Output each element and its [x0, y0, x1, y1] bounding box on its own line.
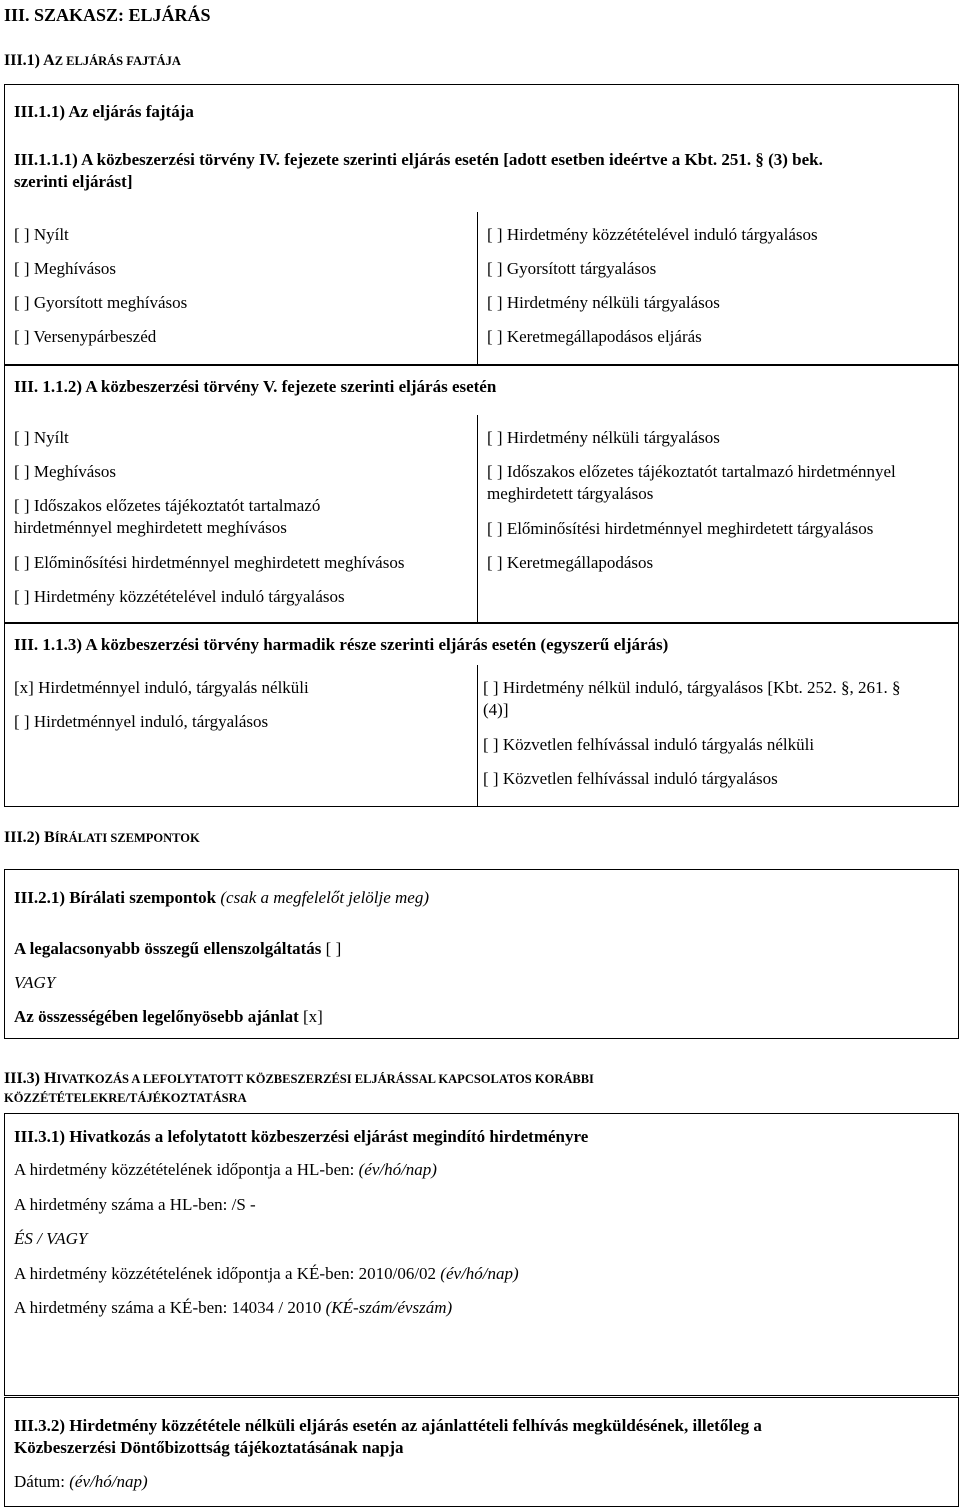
procedure-type-box [4, 84, 959, 807]
section-title: III. SZAKASZ: ELJÁRÁS [4, 5, 211, 25]
option-h-hirdetmennyel-nelkuli[interactable]: [x] Hirdetménnyel induló, tárgyalás nélküli [14, 678, 309, 697]
option-v-hirdetmeny-targyalasos[interactable]: [ ] Hirdetmény közzétételével induló tárgyalásos [14, 587, 345, 606]
reference-box [4, 1113, 959, 1396]
option-v-idoszakos-meghivasos-l2: hirdetménnyel meghirdetett meghívásos [14, 518, 287, 537]
option-h-kozvetlen-targyalasos[interactable]: [ ] Közvetlen felhívással induló tárgyalásos [483, 769, 778, 788]
option-keretmegallapodasos-eljaras[interactable]: [ ] Keretmegállapodásos eljárás [487, 327, 702, 346]
subsection-3-1-1-2: III. 1.1.2) A közbeszerzési törvény V. fejezete szerinti eljárás esetén [14, 377, 497, 396]
column-divider-3 [477, 665, 478, 807]
option-v-meghivasos[interactable]: [ ] Meghívásos [14, 462, 116, 481]
column-divider-2 [477, 415, 478, 622]
option-gyorsitott-targyalasos[interactable]: [ ] Gyorsított tárgyalásos [487, 259, 657, 278]
option-gyorsitott-meghivasos[interactable]: [ ] Gyorsított meghívásos [14, 293, 188, 312]
option-hirdetmeny-targyalasos[interactable]: [ ] Hirdetmény közzétételével induló tárgyalásos [487, 225, 818, 244]
divider-line-1 [4, 364, 959, 366]
datum-field: Dátum: (év/hó/nap) [14, 1472, 148, 1491]
option-nyilt[interactable]: [ ] Nyílt [14, 225, 69, 244]
section-3-3-heading-line1: III.3) HIVATKOZÁS A LEFOLYTATOTT KÖZBESZERZÉSI ELJÁRÁSSAL KAPCSOLATOS KORÁBBI [4, 1070, 594, 1087]
divider-line-2 [4, 622, 959, 624]
option-h-kozvetlen-nelkuli[interactable]: [ ] Közvetlen felhívással induló tárgyalás nélküli [483, 735, 815, 754]
hl-date-field: A hirdetmény közzétételének időpontja a HL-ben: (év/hó/nap) [14, 1160, 437, 1179]
option-h-hirdetmeny-nelkul-l2: (4)] [483, 700, 509, 719]
section-3-2-heading: III.2) BÍRÁLATI SZEMPONTOK [4, 829, 200, 846]
option-v-hirdetmeny-nelkuli[interactable]: [ ] Hirdetmény nélküli tárgyalásos [487, 428, 720, 447]
subsection-3-1-1-3: III. 1.1.3) A közbeszerzési törvény harmadik része szerinti eljárás esetén (egyszerű eljárás) [14, 635, 669, 654]
criterion-lowest-price[interactable]: A legalacsonyabb összegű ellenszolgáltatás [ ] [14, 939, 342, 958]
subsection-3-2-1: III.2.1) Bírálati szempontok (csak a megfelelőt jelölje meg) [14, 888, 430, 907]
section-3-1-heading: III.1) AZ ELJÁRÁS FAJTÁJA [4, 52, 181, 69]
option-hirdetmeny-nelkuli[interactable]: [ ] Hirdetmény nélküli tárgyalásos [487, 293, 720, 312]
subsection-3-1-1-1-line2: szerinti eljárást] [14, 172, 133, 191]
ke-date-field: A hirdetmény közzétételének időpontja a KÉ-ben: 2010/06/02 (év/hó/nap) [14, 1264, 519, 1283]
option-v-elominositesi-meghivasos[interactable]: [ ] Előminősítési hirdetménnyel meghirdetett meghívásos [14, 553, 405, 572]
subsection-3-1-1-1-line1: III.1.1.1) A közbeszerzési törvény IV. fejezete szerinti eljárás esetén [adott esetben ideértve a Kbt. 251. § (3) bek. [14, 150, 823, 169]
option-meghivasos[interactable]: [ ] Meghívásos [14, 259, 116, 278]
column-divider-1 [477, 212, 478, 364]
option-v-elominositesi-targyalasos[interactable]: [ ] Előminősítési hirdetménnyel meghirdetett tárgyalásos [487, 519, 874, 538]
subsection-3-3-1: III.3.1) Hivatkozás a lefolytatott közbeszerzési eljárást megindító hirdetményre [14, 1127, 589, 1146]
subsection-3-3-2-line1: III.3.2) Hirdetmény közzététele nélküli eljárás esetén az ajánlattételi felhívás megküldésének, illetőleg a [14, 1416, 762, 1435]
es-vagy: ÉS / VAGY [14, 1229, 88, 1248]
option-v-idoszakos-targyalasos-l2: meghirdetett tárgyalásos [487, 484, 654, 503]
subsection-3-1-1: III.1.1) Az eljárás fajtája [14, 102, 194, 121]
option-versenyparbeszed[interactable]: [ ] Versenypárbeszéd [14, 327, 157, 346]
subsection-3-3-2-line2: Közbeszerzési Döntőbizottság tájékoztatásának napja [14, 1438, 404, 1457]
option-h-hirdetmeny-nelkul-l1[interactable]: [ ] Hirdetmény nélkül induló, tárgyalásos [Kbt. 252. §, 261. § [483, 678, 901, 697]
option-v-keretmegallapodasos[interactable]: [ ] Keretmegállapodásos [487, 553, 654, 572]
option-v-idoszakos-targyalasos-l1[interactable]: [ ] Időszakos előzetes tájékoztatót tartalmazó hirdetménnyel [487, 462, 896, 481]
criterion-most-advantageous[interactable]: Az összességében legelőnyösebb ajánlat [x] [14, 1007, 323, 1026]
option-h-hirdetmennyel-targyalasos[interactable]: [ ] Hirdetménnyel induló, tárgyalásos [14, 712, 269, 731]
criterion-or: VAGY [14, 973, 56, 992]
option-v-nyilt[interactable]: [ ] Nyílt [14, 428, 69, 447]
option-v-idoszakos-meghivasos-l1[interactable]: [ ] Időszakos előzetes tájékoztatót tartalmazó [14, 496, 321, 515]
ke-number-field: A hirdetmény száma a KÉ-ben: 14034 / 2010 (KÉ-szám/évszám) [14, 1298, 453, 1317]
section-3-3-heading-line2: KÖZZÉTÉTELEKRE/TÁJÉKOZTATÁSRA [4, 1091, 247, 1105]
hl-number-field: A hirdetmény száma a HL-ben: /S - [14, 1195, 256, 1214]
